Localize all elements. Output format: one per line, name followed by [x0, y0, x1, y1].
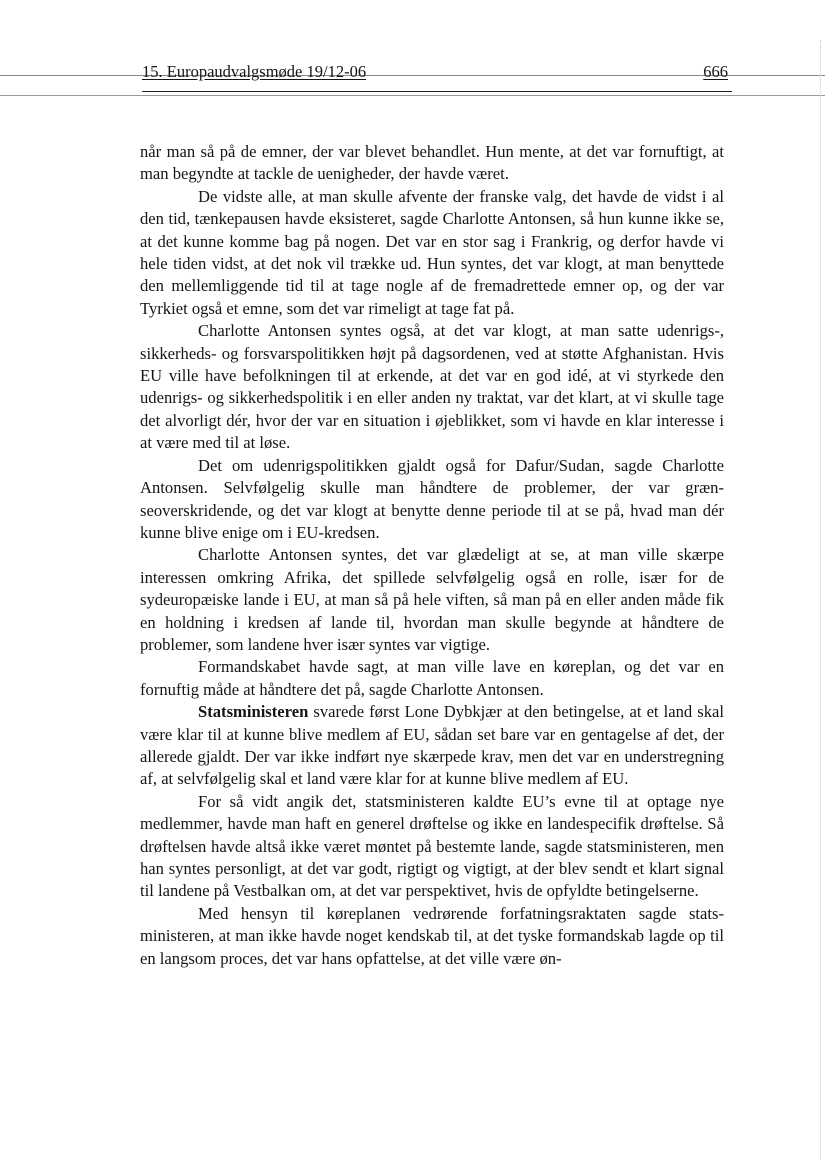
body-text: [140, 141, 724, 970]
paragraph: [140, 320, 724, 454]
paragraph-text: For så vidt angik det, statsministeren kaldte EU’s evne til at optage nye medlemmer, havde man haft en generel drøftelse og ikke en landespecifik drøftelse. Så drøftelsen havde altså ikke været møntet på bestemte lande, sagde statsministeren, men han syntes personligt, at det var godt, rigtigt og vigtigt, at der blev sendt et klart signal til landene på Vestbalkan om, at det var perspektivet, hvis de opfyldte betingelserne.: [140, 791, 724, 901]
paragraph-text: når man så på de emner, der var blevet behandlet. Hun mente, at det var fornuftigt, at man begyndte at tackle de uenigheder, der havde været.: [140, 142, 724, 184]
paragraph: [140, 544, 724, 656]
page-number: 666: [703, 62, 728, 81]
paragraph: [140, 186, 724, 320]
paragraph-text: Charlotte Antonsen syntes, det var glædeligt at se, at man ville skærpe interessen omkring Afrika, det spillede selvfølgelig også en rolle, især for de sydeuropæiske lande i EU, at man så på hele viften, så man på en eller anden måde fik en holdning i kredsen af lande til, hvordan man skulle begynde at håndtere de problemer, som landene hver især syntes var vigtige.: [140, 545, 724, 654]
paragraph-text: svarede først Lone Dybkjær at den betingelse, at et land skal være klar til at kunne blive medlem af EU, sådan set bare var en gentagelse af det, der allerede gjaldt. Der var ikke indført nye skærpede krav, men det var en understregning af, at selvfølgelig skal et land være klar for at kunne blive medlem af EU.: [140, 702, 724, 789]
paragraph-text: De vidste alle, at man skulle afvente der franske valg, det havde de vidst i al den tid, tænkepausen havde eksisteret, sagde Charlotte Antonsen, så hun kunne ikke se, at det kunne komme bag på nogen. Det var en stor sag i Frankrig, og derfor havde vi hele tiden vidst, at det nok vil trække ud. Hun syntes, det var klogt, at man benyttede den mellemliggende tid til at tage nogle af de fremadrettede emner op, og der var Tyrkiet også et emne, som det var rimeligt at tage fat på.: [140, 186, 724, 318]
paragraph-text: Charlotte Antonsen syntes også, at det var klogt, at man satte udenrigs-, sikkerheds- og forsvarspolitikken højt på dagsordenen, ved at støtte Afghanistan. Hvis EU ville have befolkningen til at erkende, at det var en god idé, at vi styrkede den udenrigs- og sikkerhedspolitik i en eller anden ny traktat, var det klart, at vi skulle tage det alvorligt dér, hvor der var en situation i øjeblikket, som vi havde en klar interesse i at være med til at løse.: [140, 321, 724, 453]
header-title: 15. Europaudvalgsmøde 19/12-06: [142, 62, 367, 81]
scan-edge-line-bottom: [0, 95, 825, 96]
paragraph-text: Med hensyn til køreplanen vedrørende forfatningsraktaten sagde statsministeren, at man ikke havde noget kendskab til, at det tyske formandskab lagde op til en langsom proces, det var hans opfattelse, at det ville være øn-: [140, 903, 724, 968]
scan-right-margin: [820, 40, 821, 1160]
paragraph-text: Formandskabet havde sagt, at man ville lave en køreplan, og det var en fornuftig måde at håndtere det på, sagde Charlotte Antonsen.: [140, 657, 724, 699]
paragraph: [140, 701, 724, 791]
paragraph: [140, 141, 724, 186]
paragraph: [140, 656, 724, 701]
speaker-name: Statsministeren: [198, 702, 309, 722]
running-header: [142, 60, 732, 84]
paragraph: [140, 791, 724, 903]
paragraph: [140, 455, 724, 545]
paragraph: [140, 903, 724, 970]
header-rule: [142, 91, 732, 92]
paragraph-text: Det om udenrigspolitikken gjaldt også for Dafur/Sudan, sagde Charlotte Antonsen. Selvfølgelig skulle man håndtere de problemer, der var grænseoverskridende, og det var klogt at benytte denne periode til at se på, hvad man dér kunne blive enige om i EU-kredsen.: [140, 455, 724, 542]
